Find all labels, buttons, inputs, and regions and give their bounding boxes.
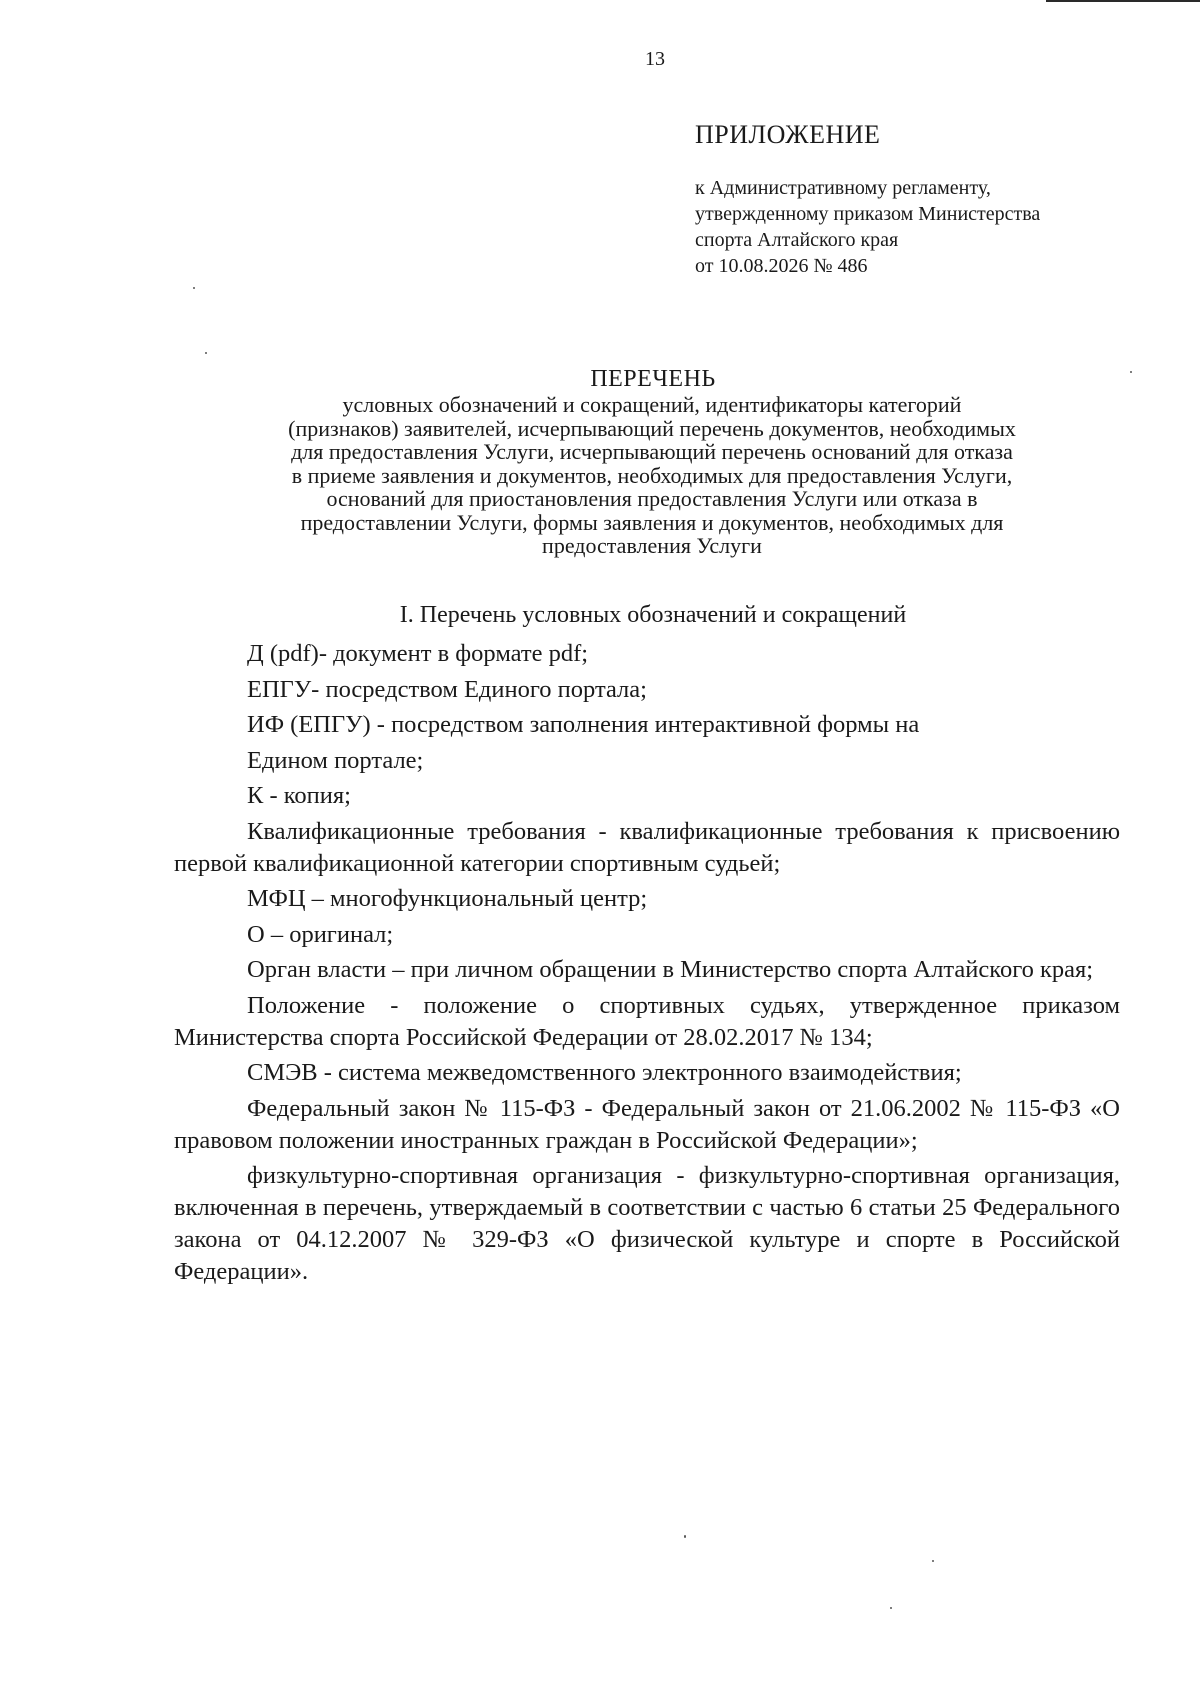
scan-edge-line xyxy=(1046,0,1200,2)
subtitle-line: предоставления Услуги xyxy=(542,533,762,558)
abbreviation-entry: СМЭВ - система межведомственного электронного взаимодействия; xyxy=(247,1059,962,1086)
scan-speck xyxy=(890,1607,892,1609)
subtitle-line: условных обозначений и сокращений, идентификаторы категорий xyxy=(342,392,962,417)
scan-speck xyxy=(932,1560,934,1562)
abbreviation-entry: К - копия; xyxy=(247,782,351,809)
appendix-line: к Административному регламенту, xyxy=(695,177,991,199)
abbreviation-entry: ЕПГУ- посредством Единого портала; xyxy=(247,675,647,703)
scan-speck xyxy=(193,287,195,289)
abbreviation-entry: Д (pdf)- документ в формате pdf; xyxy=(247,640,589,667)
abbreviation-entry: Положение - положение о спортивных судьях, утвержденное приказом Министерства спорта Российской Федерации от 28.02.2017 № 134; xyxy=(174,991,1120,1051)
page-number: 13 xyxy=(645,48,665,70)
abbreviation-entry: Квалификационные требования - квалификационные требования к присвоению первой квалификационной категории спортивным судьей; xyxy=(174,817,1120,877)
abbreviation-entry: Федеральный закон № 115-ФЗ - Федеральный закон от 21.06.2002 № 115-ФЗ «О правовом положении иностранных граждан в Российской Федерации»; xyxy=(174,1094,1120,1154)
abbreviation-entry: МФЦ – многофункциональный центр; xyxy=(247,885,648,912)
abbreviation-entry: Орган власти – при личном обращении в Министерство спорта Алтайского края; xyxy=(247,956,1094,983)
abbreviation-entry: физкультурно-спортивная организация - физкультурно-спортивная организация, включенная в перечень, утверждаемый в соответствии с частью 6 статьи 25 Федерального закона от 04.12.2007 № 329-ФЗ «О физической культуре и спорте в Российской Федерации». xyxy=(174,1162,1120,1285)
subtitle-line: для предоставления Услуги, исчерпывающий перечень оснований для отказа xyxy=(291,439,1013,464)
abbreviation-entry: Едином портале; xyxy=(247,746,424,774)
list-heading: ПЕРЕЧЕНЬ xyxy=(590,366,716,392)
abbreviation-entry: ИФ (ЕПГУ) - посредством заполнения интерактивной формы на xyxy=(247,711,920,738)
scan-speck xyxy=(684,1535,686,1538)
subtitle-line: в приеме заявления и документов, необходимых для предоставления Услуги, xyxy=(291,462,1013,488)
appendix-line: утвержденному приказом Министерства xyxy=(695,203,1041,225)
scan-speck xyxy=(205,352,207,354)
subtitle-line: предоставлении Услуги, формы заявления и документов, необходимых для xyxy=(300,509,1004,535)
scan-speck xyxy=(1130,371,1132,373)
abbreviation-entry: О – оригинал; xyxy=(247,920,394,948)
subtitle-line: (признаков) заявителей, исчерпывающий перечень документов, необходимых xyxy=(288,415,1016,441)
list-subtitle xyxy=(170,393,1134,558)
appendix-title: ПРИЛОЖЕНИЕ xyxy=(695,120,881,149)
appendix-line: от 10.08.2026 № 486 xyxy=(695,255,868,277)
subtitle-line: оснований для приостановления предоставления Услуги или отказа в xyxy=(326,486,978,511)
appendix-line: спорта Алтайского края xyxy=(695,229,899,251)
appendix-reference xyxy=(695,175,1040,279)
abbreviations-list xyxy=(174,638,1120,1292)
section-title: I. Перечень условных обозначений и сокращений xyxy=(399,602,907,628)
